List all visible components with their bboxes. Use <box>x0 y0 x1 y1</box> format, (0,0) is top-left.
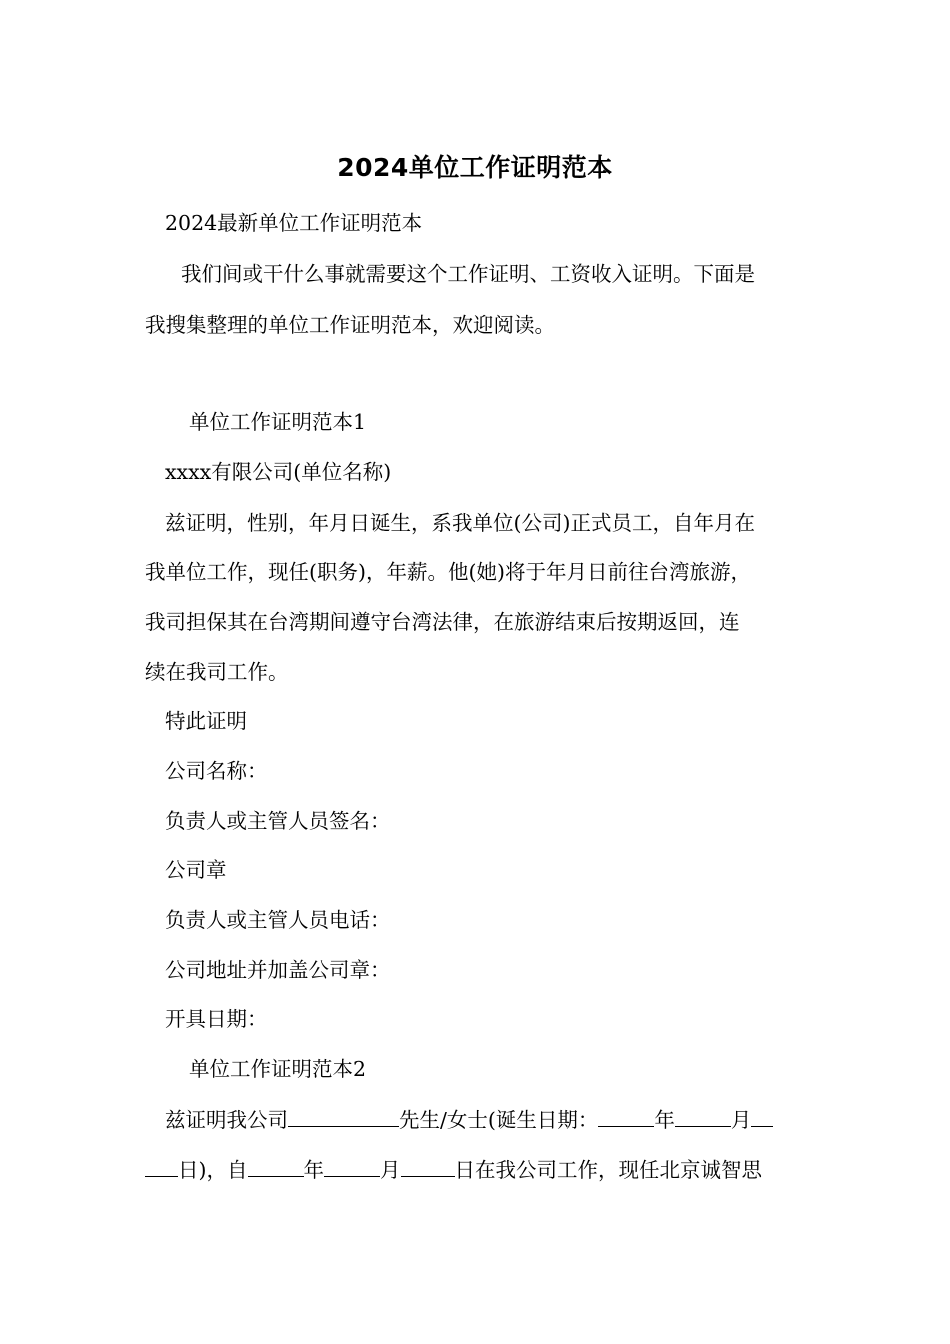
sample1-certify: 特此证明 <box>165 709 247 733</box>
sample2-line-2 <box>145 1154 807 1185</box>
sample2-text: 年 <box>303 1158 324 1182</box>
sample1-address-field: 公司地址并加盖公司章： <box>165 958 391 982</box>
sample1-body-line-4: 续在我司工作。 <box>145 660 289 684</box>
blank-birth-day-part1 <box>751 1104 773 1127</box>
sample2-line-1 <box>165 1104 827 1135</box>
sample2-text: 先生/女士(诞生日期： <box>399 1108 599 1132</box>
blank-birth-year <box>598 1104 654 1127</box>
sample2-text: 月 <box>730 1108 752 1132</box>
sample1-seal-field: 公司章 <box>165 858 227 882</box>
sample2-text: 兹证明我公司 <box>165 1108 288 1132</box>
blank-start-month <box>324 1154 380 1177</box>
sample1-phone-field: 负责人或主管人员电话： <box>165 908 391 932</box>
blank-start-day <box>401 1154 455 1177</box>
sample1-body-line-2: 我单位工作，现任(职务)，年薪。他(她)将于年月日前往台湾旅游， <box>145 560 751 584</box>
sample2-text: 日在我公司工作，现任北京诚智思 <box>454 1158 762 1182</box>
sample1-heading: 单位工作证明范本1 <box>189 410 367 434</box>
sample2-text: 月 <box>380 1158 401 1182</box>
sample2-text: 年 <box>654 1108 675 1132</box>
intro-line-2: 我搜集整理的单位工作证明范本，欢迎阅读。 <box>145 313 555 337</box>
sample1-company: xxxx有限公司(单位名称) <box>165 460 392 484</box>
blank-birth-day-part2 <box>145 1154 178 1177</box>
document-subtitle: 2024最新单位工作证明范本 <box>165 211 423 235</box>
sample1-body-line-1: 兹证明，性别，年月日诞生，系我单位(公司)正式员工，自年月在 <box>165 511 755 535</box>
sample1-date-field: 开具日期： <box>165 1007 268 1031</box>
sample1-signature-field: 负责人或主管人员签名： <box>165 809 391 833</box>
blank-birth-month <box>675 1104 731 1127</box>
sample1-company-name-field: 公司名称： <box>165 759 268 783</box>
document-title: 2024单位工作证明范本 <box>337 153 613 182</box>
sample2-text: 日)，自 <box>178 1158 248 1182</box>
sample2-heading: 单位工作证明范本2 <box>189 1057 367 1081</box>
blank-name <box>288 1104 399 1127</box>
intro-line-1: 我们间或干什么事就需要这个工作证明、工资收入证明。下面是 <box>181 262 755 286</box>
sample1-body-line-3: 我司担保其在台湾期间遵守台湾法律，在旅游结束后按期返回，连 <box>145 610 740 634</box>
blank-start-year <box>248 1154 304 1177</box>
